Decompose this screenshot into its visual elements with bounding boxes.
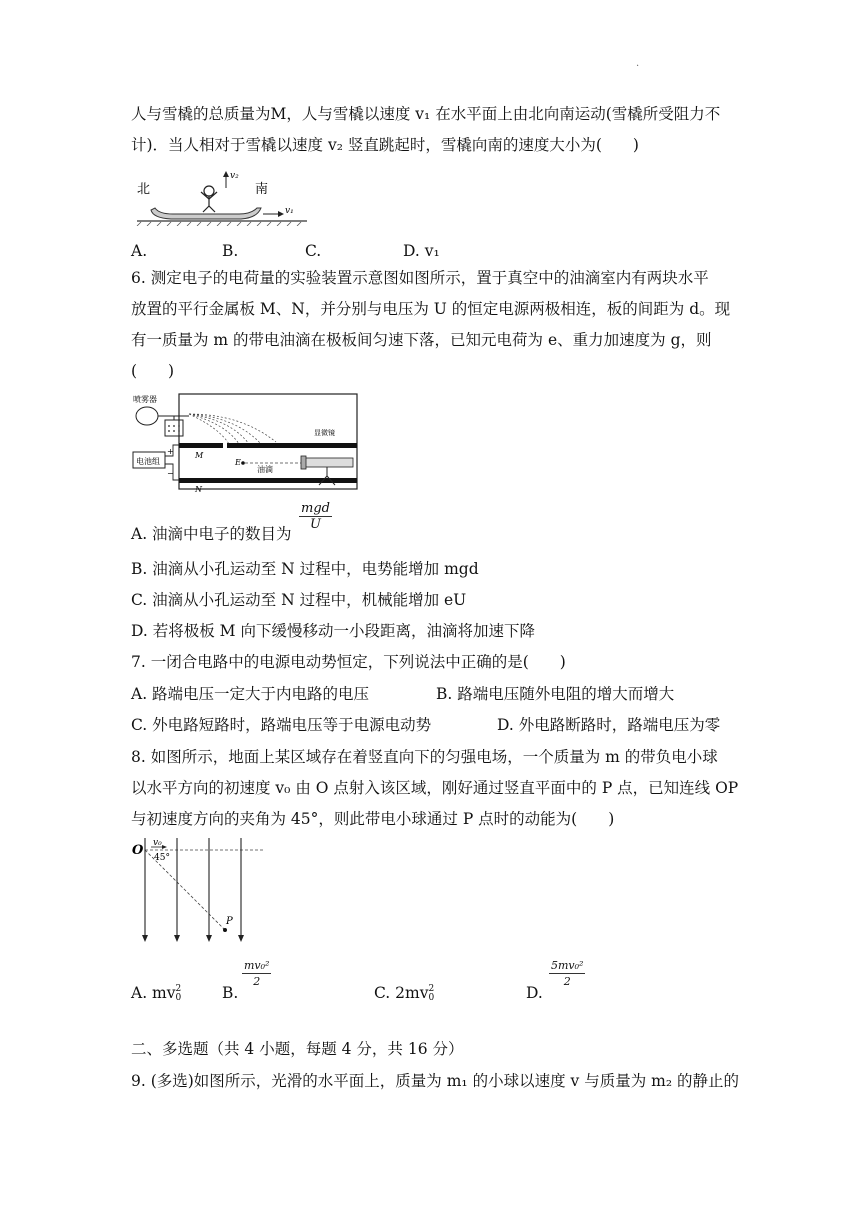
q6-line-4: ( ) [131, 362, 175, 380]
point-P [223, 928, 227, 932]
q7-option-a[interactable]: A. 路端电压一定大于内电路的电压 [131, 685, 370, 703]
q5-option-a[interactable]: A. [131, 242, 148, 260]
q8-option-a-text: A. mv [131, 984, 176, 1002]
OP-line [145, 850, 225, 930]
fig-E-label: E [235, 458, 241, 467]
microscope-tube [303, 458, 353, 467]
fig-north-label: 北 [137, 182, 151, 197]
plate-M [179, 443, 357, 448]
electric-field-figure [131, 834, 271, 946]
q8-option-c-text: C. 2mv [374, 984, 429, 1002]
q6-option-a-fraction [299, 501, 332, 532]
q6-line-2: 放置的平行金属板 M、N，并分别与电压为 U 的恒定电源两极相连，板的间距为 d。现 [131, 300, 731, 318]
svg-text:−: − [167, 469, 174, 478]
fraction-numerator: mv₀² [244, 959, 270, 972]
oil-drop-apparatus-figure [131, 392, 359, 494]
q8-option-a-sub: 0 [175, 993, 182, 1003]
fig-sprayer-label: 喷雾器 [133, 395, 157, 404]
fig-O-label: O [132, 843, 144, 858]
q7-option-b[interactable]: B. 路端电压随外电阻的增大而增大 [436, 685, 675, 703]
person-head [204, 186, 214, 196]
q8-option-a-sup: 2 [175, 984, 182, 994]
q6-option-b[interactable]: B. 油滴从小孔运动至 N 过程中，电势能增加 mgd [131, 560, 479, 578]
q7-stem: 7. 一闭合电路中的电源电动势恒定，下列说法中正确的是( ) [131, 653, 566, 671]
fig-microscope-label: 显微镜 [314, 429, 335, 437]
q8-line-1: 8. 如图所示，地面上某区域存在着竖直向下的匀强电场，一个质量为 m 的带负电小球 [131, 748, 718, 766]
sprayer-reservoir [165, 420, 183, 436]
fig-P-label: P [226, 916, 233, 927]
section-2-heading: 二、多选题（共 4 小题，每题 4 分，共 16 分） [131, 1040, 464, 1058]
fig-v0-label: v₀ [153, 838, 162, 848]
fig-angle-label: 45° [154, 853, 170, 863]
q6-line-1: 6. 测定电子的电荷量的实验装置示意图如图所示，置于真空中的油滴室内有两块水平 [131, 269, 709, 287]
fig-v2-label: v₂ [230, 171, 239, 181]
q5-line-2: 计)．当人相对于雪橇以速度 v₂ 竖直跳起时，雪橇向南的速度大小为( ) [131, 136, 639, 154]
q8-option-b[interactable]: B. [222, 984, 239, 1002]
header-dot: . [636, 58, 640, 69]
q8-option-a[interactable] [131, 983, 184, 1003]
fraction-denominator: U [310, 517, 321, 532]
q6-line-3: 有一质量为 m 的带电油滴在极板间匀速下落，已知元电荷为 e、重力加速度为 g，则 [131, 331, 712, 349]
fraction-numerator: mgd [301, 501, 330, 516]
q8-option-d-fraction [549, 958, 585, 989]
fraction-numerator: 5mv₀² [551, 959, 584, 972]
q8-line-2: 以水平方向的初速度 v₀ 由 O 点射入该区域，刚好通过竖直平面中的 P 点，已知连线 OP [131, 779, 739, 797]
q8-option-c[interactable] [374, 983, 436, 1003]
q5-option-b[interactable]: B. [222, 242, 239, 260]
q9-line-1: 9. (多选)如图所示，光滑的水平面上，质量为 m₁ 的小球以速度 v 与质量为 m₂ 的静止的 [131, 1072, 739, 1090]
q6-option-d[interactable]: D. 若将极板 M 向下缓慢移动一小段距离，油滴将加速下降 [131, 622, 535, 640]
q8-option-d[interactable]: D. [526, 984, 543, 1002]
fig-M-label: M [195, 451, 204, 460]
fig-N-label: N [195, 485, 202, 494]
fraction-denominator: 2 [253, 975, 261, 988]
q6-option-a[interactable]: A. 油滴中电子的数目为 [131, 525, 292, 543]
oil-drop [241, 461, 245, 465]
q6-option-c[interactable]: C. 油滴从小孔运动至 N 过程中，机械能增加 eU [131, 591, 467, 609]
q8-option-b-fraction [242, 958, 271, 989]
fig-south-label: 南 [255, 182, 269, 197]
fig-oil-label: 油滴 [257, 465, 273, 474]
sprayer-bulb [136, 407, 158, 425]
q7-option-d[interactable]: D. 外电路断路时，路端电压为零 [497, 716, 721, 734]
q5-option-d[interactable]: D. v₁ [403, 242, 440, 260]
sled-figure [131, 168, 311, 226]
q8-option-c-sup: 2 [428, 984, 435, 994]
plate-N [179, 478, 357, 483]
fig-battery-label: 电池组 [136, 457, 160, 466]
q8-line-3: 与初速度方向的夹角为 45°，则此带电小球通过 P 点时的动能为( ) [131, 810, 615, 828]
q8-option-c-sub: 0 [428, 993, 435, 1003]
fig-v1-label: v₁ [285, 206, 294, 216]
svg-text:+: + [167, 447, 174, 456]
oil-chamber [179, 394, 357, 489]
fraction-denominator: 2 [563, 975, 571, 988]
q7-option-c[interactable]: C. 外电路短路时，路端电压等于电源电动势 [131, 716, 432, 734]
q5-option-c[interactable]: C. [305, 242, 322, 260]
q5-line-1: 人与雪橇的总质量为M，人与雪橇以速度 v₁ 在水平面上由北向南运动(雪橇所受阻力不 [131, 105, 721, 123]
